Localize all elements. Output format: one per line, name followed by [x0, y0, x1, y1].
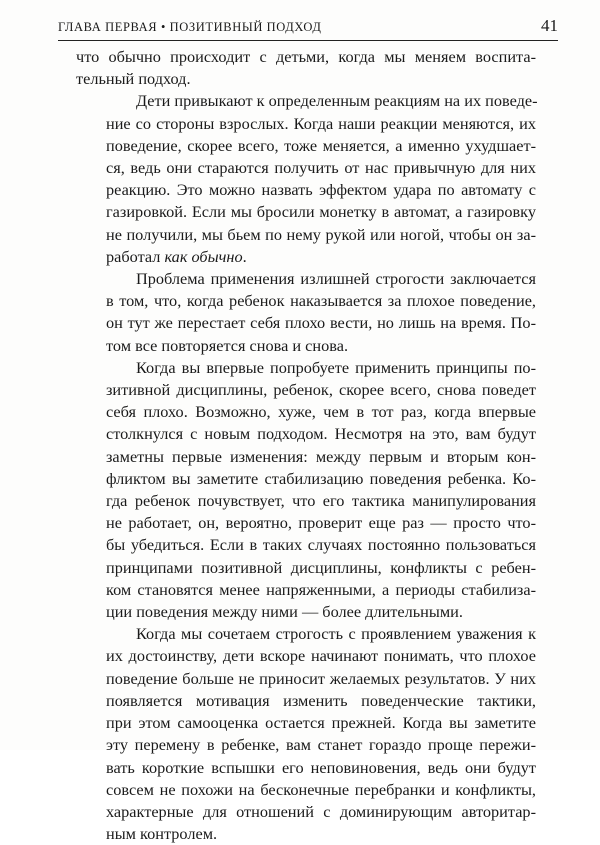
running-header: [58, 14, 558, 40]
text-line-with-emphasis: [76, 246, 536, 268]
text-line: ние со стороны взрослых. Когда наши реакции меняются, их: [106, 113, 536, 133]
italic-emphasis: как обычно: [164, 246, 243, 266]
chapter-title: ГЛАВА ПЕРВАЯ • ПОЗИТИВНЫЙ ПОДХОД: [58, 20, 322, 34]
text-line: поведение, скорее всего, тоже меняется, а именно ухудшает-: [106, 135, 536, 155]
text-line: что обычно происходит с детьми, когда мы меняем воспита-: [76, 47, 536, 66]
text-line: том все повторяется снова и снова.: [106, 335, 349, 355]
text-line: эту перемену в ребенке, вам станет гораздо проще пережи-: [106, 735, 536, 755]
text-line: совсем не похожи на бесконечные перебранки и конфликты,: [106, 779, 536, 799]
text-line: газировкой. Если мы бросили монетку в автомат, а газировку: [106, 202, 536, 222]
text-line: Дети привыкают к определенным реакциям на их поведе-: [136, 91, 538, 111]
text-line: при этом самооценка остается прежней. Когда вы заметите: [106, 713, 536, 733]
paragraph-1: [76, 46, 536, 90]
text-line: зитивной дисциплины, ребенок, скорее всего, снова поведет: [106, 380, 536, 400]
text-line: тельный подход.: [76, 69, 191, 89]
text-line: гда ребенок почувствует, что его тактика манипулирования: [106, 491, 536, 511]
text-line: в том, что, когда ребенок наказывается за плохое поведение,: [106, 291, 536, 311]
text-run: работал: [106, 246, 165, 266]
text-line: заметны первые изменения: между первым и вторым кон-: [106, 446, 536, 466]
page-number: 41: [541, 16, 558, 35]
text-line: Проблема применения излишней строгости заключается: [136, 269, 536, 289]
text-line: ции поведения между ними — более длительными.: [106, 602, 463, 622]
text-line: ся, ведь они стараются получить от нас привычную для них: [106, 158, 536, 178]
text-line: ком становятся менее напряженными, а периоды стабилиза-: [106, 579, 536, 599]
header-rule: [58, 40, 558, 41]
text-line: реакцию. Это можно назвать эффектом удара по автомату с: [106, 180, 536, 200]
text-line: появляется мотивация изменить поведенческие тактики,: [106, 690, 536, 710]
text-line: их достоинству, дети вскоре начинают понимать, что плохое: [106, 646, 536, 666]
body-text: [76, 46, 536, 845]
paragraph-2: [76, 90, 536, 268]
paragraph-4: [76, 357, 536, 623]
text-line: бы убедиться. Если в таких случаях постоянно пользоваться: [106, 535, 536, 555]
text-line: не работает, он, вероятно, проверит еще раз — просто что-: [106, 513, 536, 533]
text-line: себя плохо. Возможно, хуже, чем в тот раз, когда впервые: [106, 402, 536, 422]
text-line: вать короткие вспышки его неповиновения, ведь они будут: [106, 757, 536, 777]
text-line: не получили, мы бьем по нему рукой или ногой, чтобы он за-: [106, 224, 536, 244]
text-line: столкнулся с новым подходом. Несмотря на это, вам будут: [106, 424, 536, 444]
text-line: поведение больше не приносит желаемых результатов. У них: [106, 668, 536, 688]
paragraph-3: [76, 268, 536, 357]
text-line: ным контролем.: [106, 824, 218, 844]
text-line: фликтом вы заметите стабилизацию поведения ребенка. Ко-: [106, 468, 536, 488]
text-line: он тут же перестает себя плохо вести, но лишь на время. По-: [106, 313, 536, 333]
text-line: Когда мы сочетаем строгость с проявлением уважения к: [136, 624, 536, 644]
paragraph-5: [76, 623, 536, 845]
text-line: принципами позитивной дисциплины, конфликты с ребен-: [106, 557, 536, 577]
text-line: характерные для отношений с доминирующим авторитар-: [106, 801, 536, 821]
text-line: Когда вы впервые попробуете применить принципы по-: [136, 357, 536, 377]
text-run: .: [242, 246, 247, 266]
